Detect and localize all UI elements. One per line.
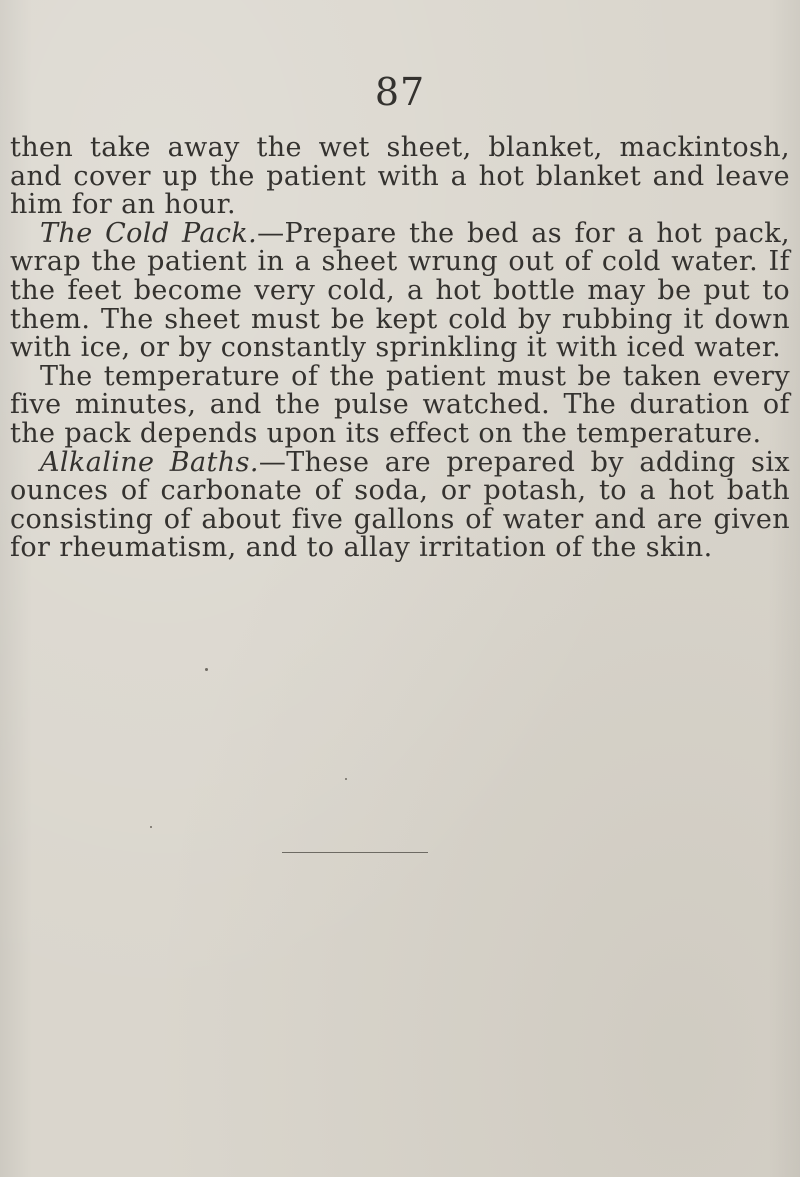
paragraph-text: then take away the wet sheet, blanket, mackintosh, and cover up the patient with a hot blanket and leave him for an hour. <box>10 132 790 221</box>
section-heading-alkaline-baths: Alkaline Baths. <box>40 446 259 478</box>
paper-speck <box>205 668 208 671</box>
section-heading-cold-pack: The Cold Pack. <box>40 217 258 249</box>
paragraph-continuation <box>10 134 790 220</box>
paragraph-text: The temperature of the patient must be taken every five minutes, and the pulse watched. The duration of the pack depends upon its effect on the temperature. <box>10 360 790 449</box>
paragraph-temperature <box>10 360 790 449</box>
paragraph-cold-pack <box>10 217 791 364</box>
paragraph-text: —These are prepared by adding six ounces of carbonate of soda, or potash, to a hot bath consisting of about five gallons of water and are given for rheumatism, and to allay irritation of the skin. <box>10 446 790 564</box>
paper-speck <box>150 826 152 828</box>
paper-speck <box>345 778 347 780</box>
paragraph-alkaline-baths <box>10 446 790 564</box>
paragraph-text: —Prepare the bed as for a hot pack, wrap the patient in a sheet wrung out of cold water. If the feet become very cold, a hot bottle may be put to them. The sheet must be kept cold by rubbing it down with ice, or by constantly sprinkling it with iced water. <box>10 217 791 364</box>
section-divider-rule <box>282 852 428 853</box>
page-number: 87 <box>374 70 426 114</box>
body-text <box>10 134 790 563</box>
